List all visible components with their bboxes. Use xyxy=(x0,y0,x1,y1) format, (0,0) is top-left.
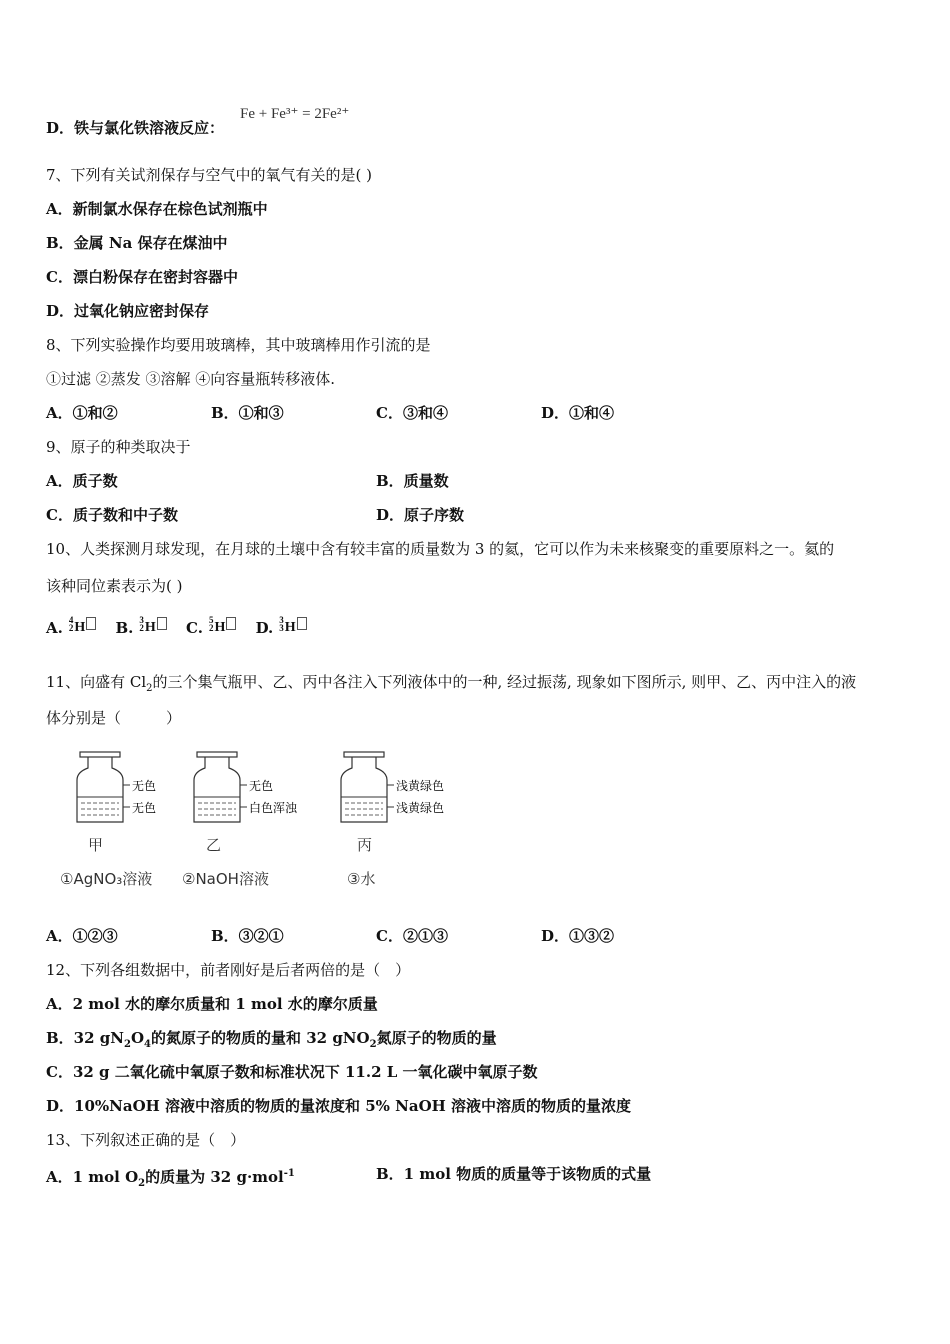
q12-stem: 12、下列各组数据中，前者刚好是后者两倍的是（ ） xyxy=(46,961,411,979)
q10-option-a: A. 4 2 H xyxy=(46,619,96,637)
reagent-3: ③水 xyxy=(347,870,376,888)
q12-option-d: D．10%NaOH 溶液中溶质的物质的量浓度和 5% NaOH 溶液中溶质的物质的量浓度 xyxy=(46,1097,632,1115)
q10-option-c: C. 5 2 H xyxy=(186,619,236,637)
reagent-1: ①AgNO₃溶液 xyxy=(60,870,153,888)
q10-stem-line1: 10、人类探测月球发现，在月球的土壤中含有较丰富的质量数为 3 的氦，它可以作为未来核聚变的重要原料之一。氦的 xyxy=(46,540,835,558)
q10-stem-line2: 该种同位素表示为( ) xyxy=(46,577,183,595)
q12-option-c: C．32 g 二氧化硫中氧原子数和标准状况下 11.2 L 一氧化碳中氧原子数 xyxy=(46,1063,538,1081)
q13-option-a: A．1 mol $O_2$的质量为 32 g·mol$^{-1}$ xyxy=(46,1168,295,1189)
bottle-jia-top-label: 无色 xyxy=(132,779,157,793)
bottle-yi-bottom-label: 白色浑浊 xyxy=(249,801,298,815)
q10-option-b: B. 3 2 H xyxy=(116,619,167,637)
q9-option-b: B．质量数 xyxy=(376,472,449,490)
q11-option-a: A．①②③ xyxy=(46,927,118,945)
q7-option-c: C．漂白粉保存在密封容器中 xyxy=(46,268,238,286)
bottle-jia-bottom-label: 无色 xyxy=(132,801,157,815)
q13-option-b: B．1 mol 物质的质量等于该物质的式量 xyxy=(376,1165,652,1183)
q11-stem-line2: 体分别是（ ） xyxy=(46,709,182,727)
q6-option-d: D．铁与氯化铁溶液反应： xyxy=(46,119,225,137)
q8-items: ①过滤 ②蒸发 ③溶解 ④向容量瓶转移液体. xyxy=(46,370,336,388)
q11-option-c: C．②①③ xyxy=(376,927,448,945)
q13-stem: 13、下列叙述正确的是（ ） xyxy=(46,1131,246,1149)
q8-option-c: C．③和④ xyxy=(376,404,448,422)
q8-option-a: A．①和② xyxy=(46,404,118,422)
bottle-jia-name: 甲 xyxy=(88,836,104,854)
reagent-2: ②NaOH溶液 xyxy=(182,870,269,888)
q7-option-b: B．金属 Na 保存在煤油中 xyxy=(46,234,228,252)
q6-equation: Fe + Fe³⁺ = 2Fe²⁺ xyxy=(240,106,350,122)
q7-option-d: D．过氧化钠应密封保存 xyxy=(46,302,210,320)
q11-option-d: D．①③② xyxy=(541,927,615,945)
q11-option-b: B．③②① xyxy=(211,927,284,945)
q10-options xyxy=(46,615,307,638)
bottle-bing-bottom-label: 浅黄绿色 xyxy=(396,801,445,815)
bottle-yi-name: 乙 xyxy=(206,836,222,854)
q9-stem: 9、原子的种类取决于 xyxy=(46,438,191,456)
q7-option-a: A．新制氯水保存在棕色试剂瓶中 xyxy=(46,200,268,218)
bottle-yi-top-label: 无色 xyxy=(249,779,274,793)
bottle-bing-top-label: 浅黄绿色 xyxy=(396,779,445,793)
q8-option-d: D．①和④ xyxy=(541,404,615,422)
q12-option-a: A．2 mol 水的摩尔质量和 1 mol 水的摩尔质量 xyxy=(46,995,378,1013)
q12-option-b: B．32 $gN_2O_4$的氮原子的物质的量和 32 gNO$_2$氮原子的物质的量 xyxy=(46,1029,497,1050)
q7-stem: 7、下列有关试剂保存与空气中的氧气有关的是( ) xyxy=(46,166,373,184)
q9-option-a: A．质子数 xyxy=(46,472,118,490)
q8-option-b: B．①和③ xyxy=(211,404,284,422)
q11-stem-line1: 11、向盛有 $Cl_2$的三个集气瓶甲、乙、丙中各注入下列液体中的一种, 经过振荡, 现象如下图所示, 则甲、乙、丙中注入的液 xyxy=(46,673,857,694)
bottle-bing xyxy=(341,752,394,822)
q9-option-d: D．原子序数 xyxy=(376,506,465,524)
q9-option-c: C．质子数和中子数 xyxy=(46,506,178,524)
q8-stem: 8、下列实验操作均要用玻璃棒，其中玻璃棒用作引流的是 xyxy=(46,336,431,354)
bottle-bing-name: 丙 xyxy=(357,836,373,854)
q10-option-d: D. 3 3 H xyxy=(256,619,307,637)
bottle-yi xyxy=(194,752,247,822)
bottle-jia xyxy=(77,752,130,822)
